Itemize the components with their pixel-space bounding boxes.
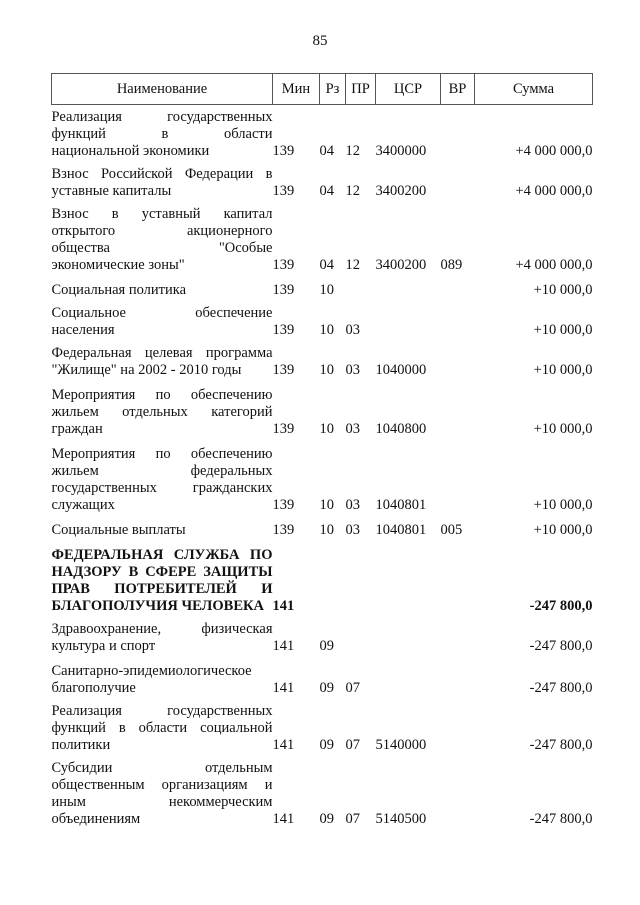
row-rz [320, 547, 346, 615]
table-row [52, 760, 593, 828]
row-name-line: жильем отдельных категорий [51, 404, 273, 420]
header-rz: Рз [320, 74, 346, 105]
row-name [52, 703, 273, 754]
row-vr [441, 547, 475, 615]
table-row [52, 547, 593, 615]
row-name-line: открытого акционерного [51, 223, 273, 239]
row-csr: 5140000 [375, 737, 427, 753]
row-name-line: населения [51, 322, 115, 338]
row-name-line: Социальное обеспечение [51, 305, 273, 321]
row-name [52, 206, 273, 274]
row-rz: 10 [319, 322, 334, 338]
row-name-line: Взнос в уставный капитал [51, 206, 273, 222]
row-rz: 10 [319, 362, 334, 378]
row-sum: +4 000 000,0 [515, 257, 593, 273]
table-body [52, 105, 593, 829]
row-vr [441, 446, 475, 514]
row-pr [346, 547, 376, 615]
row-csr [376, 282, 441, 299]
row-sum: +4 000 000,0 [515, 183, 593, 199]
row-sum: +10 000,0 [533, 497, 593, 513]
table-row [52, 345, 593, 379]
row-rz: 10 [319, 421, 334, 437]
row-name [52, 760, 273, 828]
row-name [52, 663, 273, 697]
header-pr: ПР [346, 74, 376, 105]
row-vr [441, 345, 475, 379]
row-name-line: функций в области [51, 126, 273, 142]
row-name [52, 387, 273, 438]
row-vr: 005 [440, 522, 463, 538]
row-name-line: Социальная политика [51, 282, 187, 298]
row-rz: 04 [319, 257, 334, 273]
table-row [52, 109, 593, 160]
row-name-line: "Жилище" на 2002 - 2010 годы [51, 362, 242, 378]
row-min: 139 [272, 282, 295, 298]
row-min: 141 [272, 598, 295, 614]
row-name [52, 305, 273, 339]
row-rz: 04 [319, 183, 334, 199]
row-pr: 07 [345, 680, 360, 696]
row-name [52, 621, 273, 655]
row-rz: 09 [319, 811, 334, 827]
row-rz: 10 [319, 497, 334, 513]
row-name-line: Реализация государственных [51, 703, 273, 719]
row-csr [376, 547, 441, 615]
row-min: 139 [272, 322, 295, 338]
row-name-line: Субсидии отдельным [51, 760, 273, 776]
row-min: 139 [272, 522, 295, 538]
row-csr: 1040801 [375, 497, 427, 513]
row-sum: -247 800,0 [529, 638, 593, 654]
row-sum: -247 800,0 [529, 737, 593, 753]
row-name-line: жильем федеральных [51, 463, 273, 479]
table-row [52, 703, 593, 754]
table-row [52, 446, 593, 514]
page-number: 85 [312, 33, 328, 49]
row-min: 139 [272, 257, 295, 273]
row-name-line: иным некоммерческим [51, 794, 273, 810]
row-csr: 1040801 [375, 522, 427, 538]
row-rz: 10 [319, 282, 334, 298]
row-name-line: функций в области социальной [51, 720, 273, 736]
row-name-line: политики [51, 737, 111, 753]
row-csr: 1040800 [375, 421, 427, 437]
row-pr: 03 [345, 322, 360, 338]
row-name [52, 109, 273, 160]
row-name-line: национальной экономики [51, 143, 210, 159]
row-name-line: Санитарно-эпидемиологическое [51, 663, 252, 679]
row-sum: +4 000 000,0 [515, 143, 593, 159]
row-sum: -247 800,0 [529, 680, 593, 696]
row-vr [441, 305, 475, 339]
row-name-line: культура и спорт [51, 638, 156, 654]
table-row [52, 663, 593, 697]
header-vr: ВР [441, 74, 475, 105]
row-csr: 1040000 [375, 362, 427, 378]
row-name [52, 522, 273, 539]
row-pr: 12 [345, 143, 360, 159]
table-row [52, 166, 593, 200]
row-vr [441, 703, 475, 754]
row-min: 139 [272, 143, 295, 159]
row-csr [376, 305, 441, 339]
row-vr [441, 387, 475, 438]
row-pr: 07 [345, 811, 360, 827]
row-rz: 09 [319, 680, 334, 696]
row-csr: 5140500 [375, 811, 427, 827]
row-rz: 10 [319, 522, 334, 538]
row-name-line: граждан [51, 421, 103, 437]
header-name: Наименование [52, 74, 273, 105]
row-pr: 12 [345, 183, 360, 199]
row-vr [441, 109, 475, 160]
row-name-line: Взнос Российской Федерации в [51, 166, 273, 182]
row-pr: 03 [345, 421, 360, 437]
row-sum: -247 800,0 [529, 598, 593, 614]
row-min: 139 [272, 183, 295, 199]
table-row [52, 305, 593, 339]
row-pr [346, 282, 376, 299]
header-sum: Сумма [475, 74, 593, 105]
row-name-line: НАДЗОРУ В СФЕРЕ ЗАЩИТЫ [51, 564, 273, 580]
row-pr: 07 [345, 737, 360, 753]
table-header [52, 74, 593, 105]
row-spacer [52, 655, 593, 663]
row-min: 139 [272, 497, 295, 513]
row-pr: 12 [345, 257, 360, 273]
row-name-line: Мероприятия по обеспечению [51, 446, 273, 462]
row-spacer [52, 274, 593, 282]
row-sum: +10 000,0 [533, 282, 593, 298]
row-sum: +10 000,0 [533, 522, 593, 538]
row-name-line: служащих [51, 497, 115, 513]
row-min: 139 [272, 421, 295, 437]
row-min: 139 [272, 362, 295, 378]
row-sum: -247 800,0 [529, 811, 593, 827]
row-name [52, 345, 273, 379]
row-name-line: государственных гражданских [51, 480, 273, 496]
row-min: 141 [272, 737, 295, 753]
row-name-line: Реализация государственных [51, 109, 273, 125]
header-csr: ЦСР [376, 74, 441, 105]
table-row [52, 621, 593, 655]
row-pr: 03 [345, 362, 360, 378]
row-sum: +10 000,0 [533, 362, 593, 378]
row-csr [376, 621, 441, 655]
row-name-line: экономические зоны" [51, 257, 185, 273]
row-min: 141 [272, 638, 295, 654]
row-rz: 09 [319, 638, 334, 654]
row-csr: 3400000 [375, 143, 427, 159]
row-name-line: общества "Особые [51, 240, 273, 256]
row-min: 141 [272, 811, 295, 827]
row-name-line: благополучие [51, 680, 136, 696]
row-sum: +10 000,0 [533, 322, 593, 338]
row-rz: 09 [319, 737, 334, 753]
row-name-line: БЛАГОПОЛУЧИЯ ЧЕЛОВЕКА [51, 598, 264, 614]
row-name-line: ПРАВ ПОТРЕБИТЕЛЕЙ И [51, 581, 273, 597]
table-row [52, 206, 593, 274]
row-min: 141 [272, 680, 295, 696]
row-csr: 3400200 [375, 257, 427, 273]
row-name [52, 282, 273, 299]
table-row [52, 387, 593, 438]
row-vr [441, 760, 475, 828]
row-pr: 03 [345, 522, 360, 538]
row-vr: 089 [440, 257, 463, 273]
row-name-line: Мероприятия по обеспечению [51, 387, 273, 403]
row-name-line: Федеральная целевая программа [51, 345, 273, 361]
row-name [52, 547, 273, 615]
row-name [52, 166, 273, 200]
row-pr [346, 621, 376, 655]
table-row [52, 282, 593, 299]
header-min: Мин [273, 74, 320, 105]
budget-table [51, 73, 593, 828]
row-csr: 3400200 [375, 183, 427, 199]
row-name-line: ФЕДЕРАЛЬНАЯ СЛУЖБА ПО [51, 547, 273, 563]
row-name-line: объединениям [51, 811, 141, 827]
row-rz: 04 [319, 143, 334, 159]
row-pr: 03 [345, 497, 360, 513]
row-sum: +10 000,0 [533, 421, 593, 437]
row-spacer [52, 379, 593, 387]
table-row [52, 522, 593, 539]
row-vr [441, 282, 475, 299]
row-csr [376, 663, 441, 697]
row-name-line: Здравоохранение, физическая [51, 621, 273, 637]
row-vr [441, 166, 475, 200]
row-vr [441, 621, 475, 655]
row-spacer [52, 514, 593, 522]
row-name-line: общественным организациям и [51, 777, 273, 793]
row-spacer [52, 539, 593, 547]
row-spacer [52, 438, 593, 446]
row-name-line: уставные капиталы [51, 183, 172, 199]
row-name-line: Социальные выплаты [51, 522, 186, 538]
row-name [52, 446, 273, 514]
row-vr [441, 663, 475, 697]
